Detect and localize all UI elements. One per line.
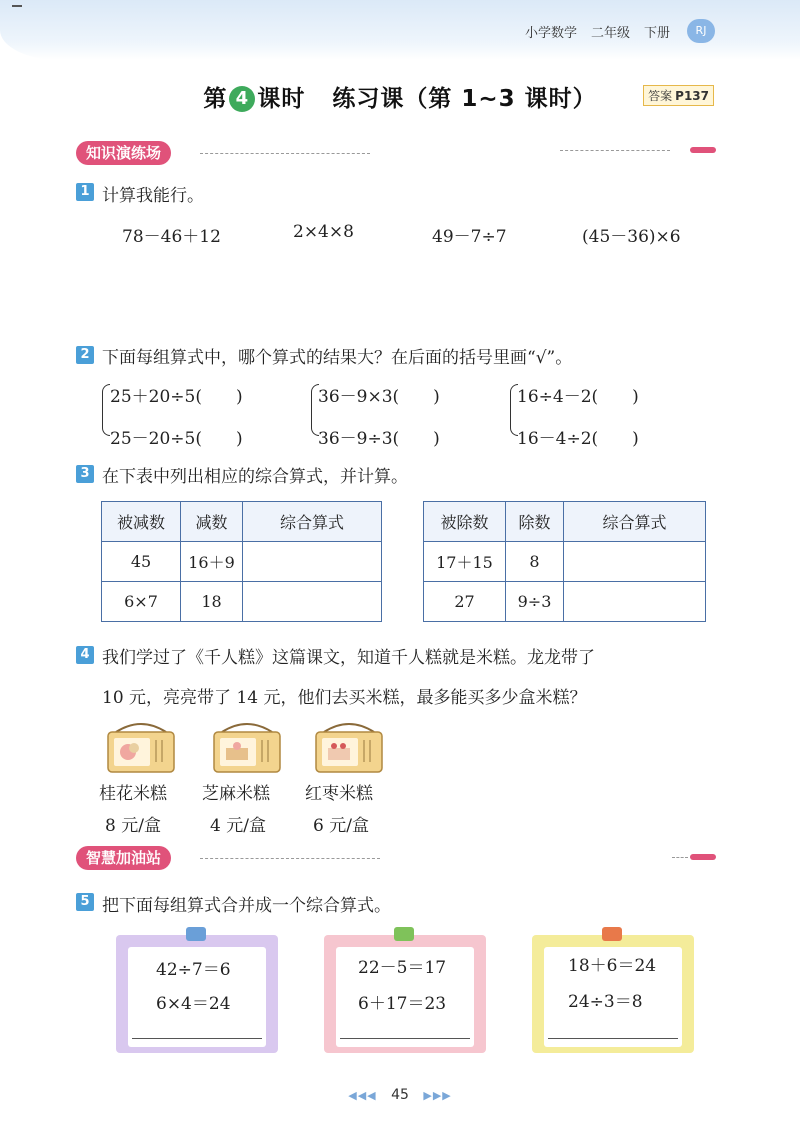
title-prefix: 第 (203, 86, 228, 112)
table-row (424, 542, 706, 582)
clip-icon (186, 927, 206, 941)
table-cell: 27 (424, 582, 506, 622)
table-cell: 6×7 (102, 582, 181, 622)
equation-card (532, 935, 694, 1053)
edition-badge: RJ (687, 19, 715, 43)
page-number-footer (0, 1087, 800, 1103)
left-arrows-icon: ◀◀◀ (348, 1089, 377, 1102)
equation-card (324, 935, 486, 1053)
right-arrows-icon: ▶▶▶ (423, 1089, 452, 1102)
card-equation: 18＋6＝24 (568, 956, 657, 976)
section-divider (200, 153, 370, 154)
expression: 78－46＋12 (122, 227, 221, 247)
table-cell: 17＋15 (424, 542, 506, 582)
cake-price: 4 元/盒 (210, 816, 266, 836)
equation-card (116, 935, 278, 1053)
section-tag-practice: 知识演练场 (76, 141, 171, 165)
answer-line[interactable] (548, 1038, 678, 1039)
table-cell: 16＋9 (181, 542, 243, 582)
card-equation: 22－5＝17 (358, 958, 447, 978)
answer-page: P137 (675, 89, 709, 103)
table-cell: 18 (181, 582, 243, 622)
table-row (102, 582, 382, 622)
table-header: 除数 (506, 502, 564, 542)
section-tag-boost: 智慧加油站 (76, 846, 171, 870)
section-divider-right (672, 857, 688, 858)
cake-box-icon (210, 718, 284, 774)
expression: 49－7÷7 (432, 227, 507, 247)
answer-line[interactable] (132, 1038, 262, 1039)
table-header: 综合算式 (243, 502, 382, 542)
answer-cell[interactable] (243, 582, 382, 622)
expression: 2×4×8 (293, 222, 354, 242)
clip-icon (602, 927, 622, 941)
answer-label: 答案 (648, 89, 673, 103)
header-meta (525, 22, 712, 41)
table-header: 被除数 (424, 502, 506, 542)
title-suffix: 课时 (257, 86, 306, 112)
question-text: 把下面每组算式合并成一个综合算式。 (102, 896, 391, 916)
card-equation: 6＋17＝23 (358, 994, 447, 1014)
card-equation: 42÷7＝6 (156, 960, 231, 980)
table-header: 被减数 (102, 502, 181, 542)
table-header: 综合算式 (564, 502, 706, 542)
expression: (45－36)×6 (582, 227, 681, 247)
header-subject: 小学数学 (524, 26, 577, 41)
subtraction-table (101, 501, 382, 622)
table-cell: 8 (506, 542, 564, 582)
question-text: 计算我能行。 (102, 186, 204, 206)
question-number: 4 (76, 646, 94, 664)
page-number: 45 (391, 1087, 409, 1103)
cake-box-icon (312, 718, 386, 774)
division-table (423, 501, 706, 622)
cake-box-icon (104, 718, 178, 774)
question-text: 下面每组算式中，哪个算式的结果大？在后面的括号里画“√”。 (102, 348, 573, 368)
section-divider-right (560, 150, 670, 151)
cake-name: 桂花米糕 (99, 784, 167, 804)
pencil-icon (690, 854, 716, 860)
compare-expression: 36－9÷3( ) (318, 429, 440, 449)
question-number: 3 (76, 465, 94, 483)
table-cell: 45 (102, 542, 181, 582)
question-text: 我们学过了《千人糕》这篇课文，知道千人糕就是米糕。龙龙带了 (102, 648, 595, 668)
cake-name: 芝麻米糕 (202, 784, 270, 804)
clip-icon (394, 927, 414, 941)
answer-cell[interactable] (564, 582, 706, 622)
question-text-line2: 10 元，亮亮带了 14 元，他们去买米糕，最多能买多少盒米糕？ (102, 688, 587, 708)
question-number: 1 (76, 183, 94, 201)
answer-cell[interactable] (564, 542, 706, 582)
table-row (102, 542, 382, 582)
card-equation: 6×4＝24 (156, 994, 231, 1014)
cake-price: 6 元/盒 (313, 816, 369, 836)
card-equation: 24÷3＝8 (568, 992, 643, 1012)
question-text: 在下表中列出相应的综合算式，并计算。 (102, 467, 408, 487)
pencil-icon (690, 147, 716, 153)
question-number: 5 (76, 893, 94, 911)
question-number: 2 (76, 346, 94, 364)
header-grade: 二年级 (590, 26, 630, 41)
compare-expression: 16－4÷2( ) (517, 429, 639, 449)
table-row (424, 582, 706, 622)
table-header: 减数 (181, 502, 243, 542)
section-divider (200, 858, 380, 859)
header-volume: 下册 (643, 26, 670, 41)
answer-line[interactable] (340, 1038, 470, 1039)
compare-expression: 36－9×3( ) (318, 387, 440, 407)
compare-expression: 16÷4－2( ) (517, 387, 639, 407)
title-name: 练习课（第 1~3 课时） (332, 86, 597, 112)
cake-name: 红枣米糕 (305, 784, 373, 804)
compare-expression: 25－20÷5( ) (110, 429, 243, 449)
cake-price: 8 元/盒 (105, 816, 161, 836)
answer-reference (643, 85, 714, 106)
table-cell: 9÷3 (506, 582, 564, 622)
compare-expression: 25＋20÷5( ) (110, 387, 243, 407)
brace (102, 384, 110, 436)
lesson-number-badge: 4 (229, 86, 255, 112)
answer-cell[interactable] (243, 542, 382, 582)
